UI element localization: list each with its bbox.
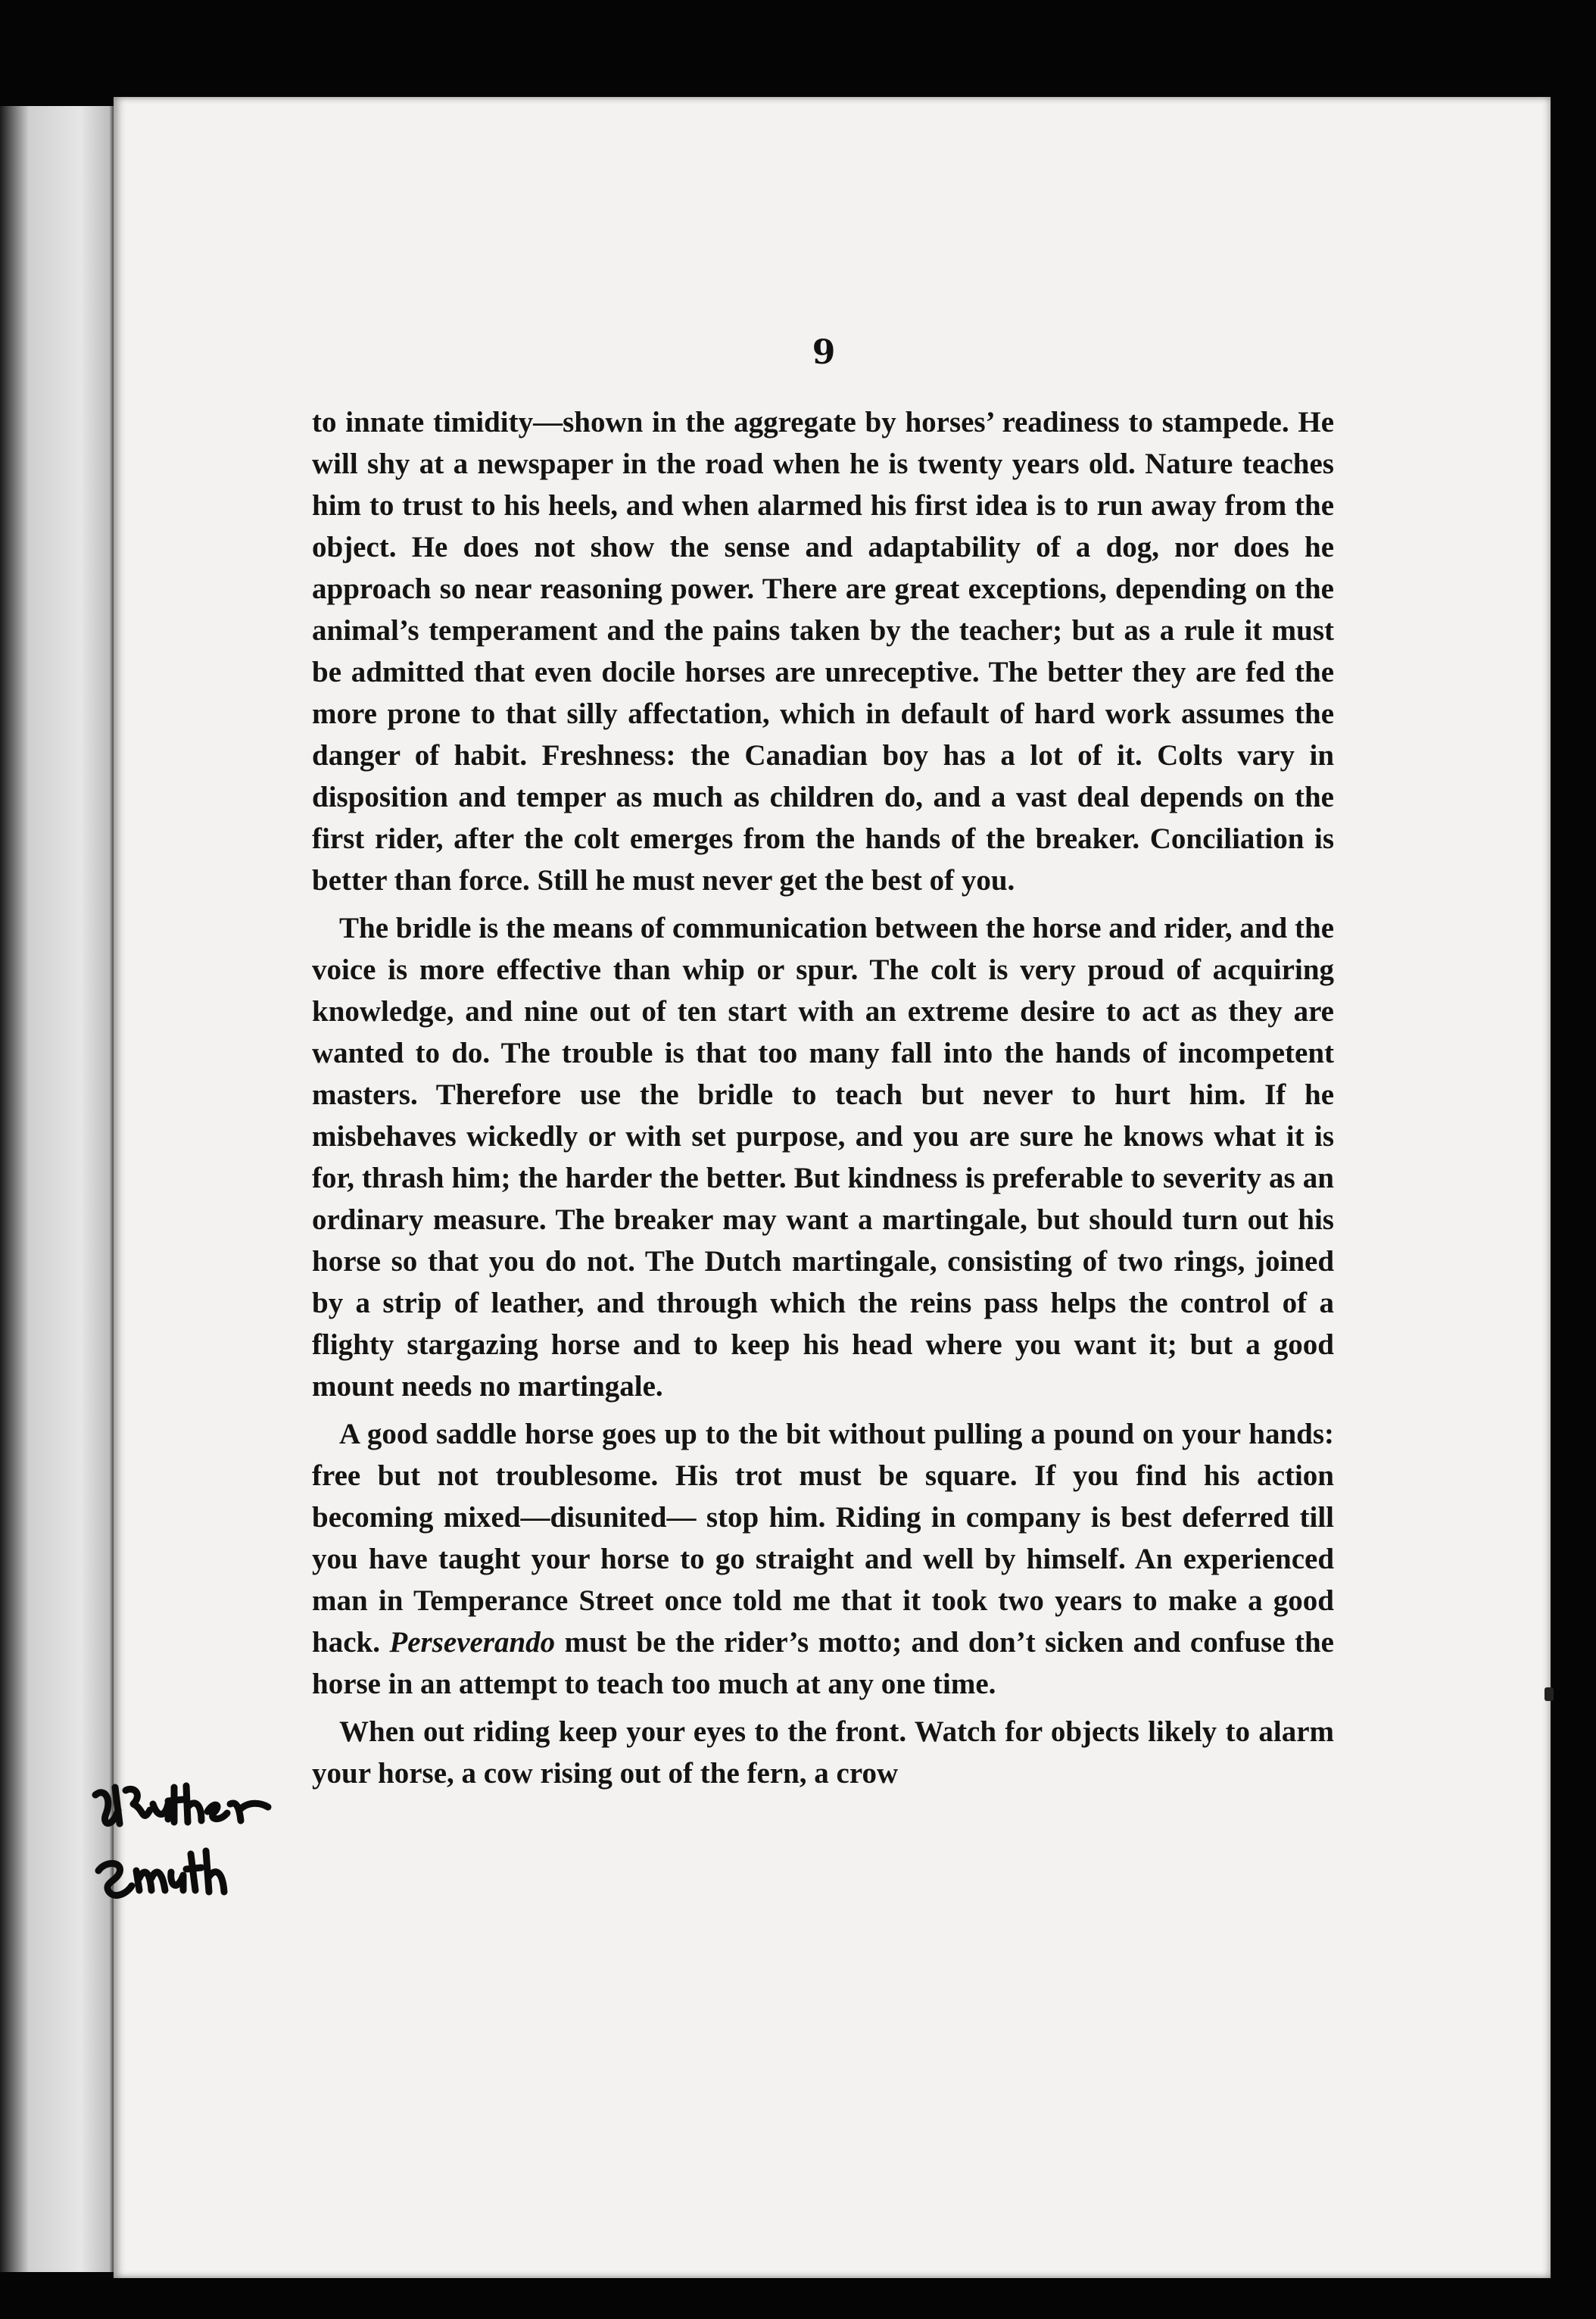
handwritten-signature [89,1765,301,1916]
body-text [312,401,1334,1794]
page-number: 9 [812,333,836,372]
page-edge-mark [1545,1687,1554,1701]
italic-motto: Perseverando [389,1626,556,1659]
paragraph-3: A good saddle horse goes up to the bit without pulling a pound on your hands: free but not troublesome. His trot must be square. If you find his action becoming mixed—disunited— stop him. Riding in company is best deferred till you have taught your horse to go straight and well by himself. An experienced man in Temperance Street once told me that it took two years to make a good hack. Perseverando must be the rider’s motto; and don’t sicken and confuse the horse in an attempt to teach too much at any one time. [312,1418,1335,1700]
paragraph-1: to innate timidity—shown in the aggregate by horses’ readiness to stampede. He will shy at a newspaper in the road when he is twenty years old. Nature teaches him to trust to his heels, and when alarmed his first idea is to run away from the object. He does not show the sense and adaptability of a dog, nor does he approach so near reasoning power. There are great exceptions, depending on the animal’s temperament and the pains taken by the teacher; but as a rule it must be admitted that even docile horses are unreceptive. The better they are fed the more prone to that silly affectation, which in default of hard work assumes the danger of habit. Freshness: the Canadian boy has a lot of it. Colts vary in disposition and temper as much as children do, and a vast deal depends on the first rider, after the colt emerges from the hands of the breaker. Conciliation is better than force. Still he must never get the best of you. [312,406,1335,897]
previous-page-edge [0,106,115,2272]
signature-icon [89,1765,301,1916]
paragraph-4: When out riding keep your eyes to the front. Watch for objects likely to alarm your horse, a cow rising out of the fern, a crow [312,1715,1334,1790]
paragraph-2: The bridle is the means of communication between the horse and rider, and the voice is more effective than whip or spur. The colt is very proud of acquiring knowledge, and nine out of ten start with an extreme desire to act as they are wanted to do. The trouble is that too many fall into the hands of incompetent masters. Therefore use the bridle to teach but never to hurt him. If he misbehaves wickedly or with set purpose, and you are sure he knows what it is for, thrash him; the harder the better. But kindness is preferable to severity as an ordinary measure. The breaker may want a martingale, but should turn out his horse so that you do not. The Dutch martingale, consisting of two rings, joined by a strip of leather, and through which the reins pass helps the control of a flighty stargazing horse and to keep his head where you want it; but a good mount needs no martingale. [312,912,1335,1403]
